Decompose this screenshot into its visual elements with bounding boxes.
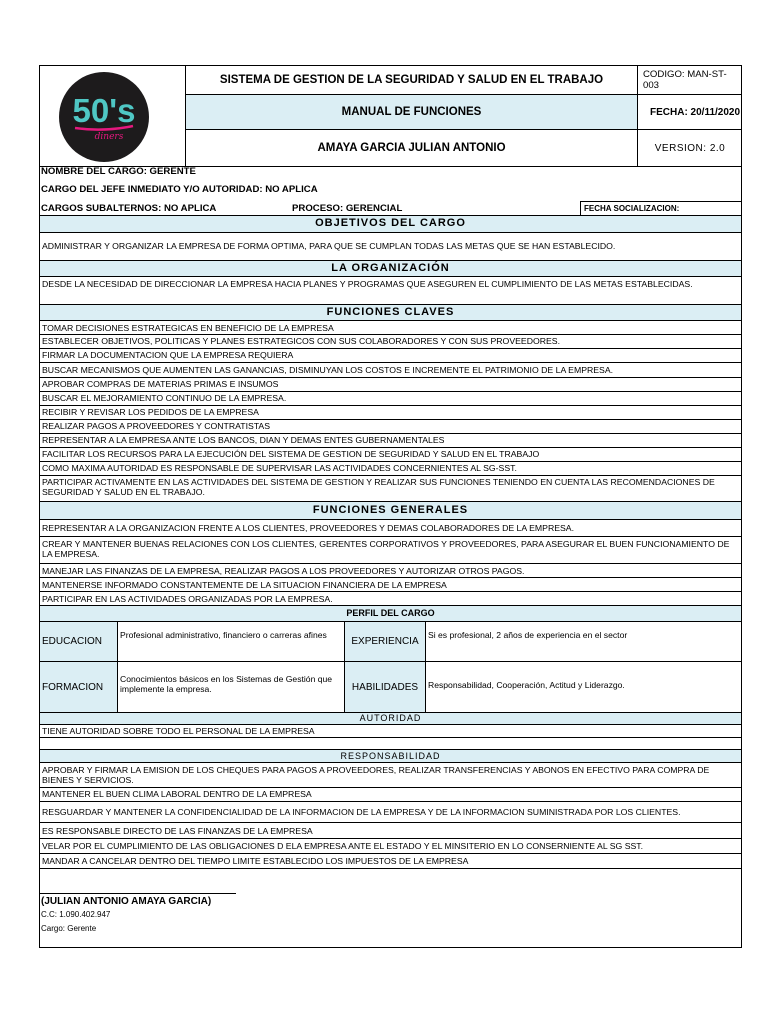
funcion-general-item: MANTENERSE INFORMADO CONSTANTEMENTE DE LA SITUACION FINANCIERA DE LA EMPRESA xyxy=(42,580,447,590)
autoridad-title: AUTORIDAD xyxy=(40,713,741,724)
signature-cc: C.C: 1.090.402.947 xyxy=(41,910,111,919)
logo-sub-text: diners xyxy=(94,132,124,142)
funciones-generales-title: FUNCIONES GENERALES xyxy=(40,502,741,519)
funcion-clave-item: APROBAR COMPRAS DE MATERIAS PRIMAS E INSUMOS xyxy=(42,379,279,389)
autoridad-text: TIENE AUTORIDAD SOBRE TODO EL PERSONAL DE LA EMPRESA xyxy=(42,726,315,736)
cargo-name: NOMBRE DEL CARGO: GERENTE xyxy=(41,166,196,177)
funcion-clave-item: COMO MAXIMA AUTORIDAD ES RESPONSABLE DE SUPERVISAR LAS ACTIVIDADES CONCERNIENTES AL SG-SST. xyxy=(42,463,517,473)
company-logo xyxy=(59,72,149,162)
responsabilidad-item: MANDAR A CANCELAR DENTRO DEL TIEMPO LIMITE ESTABLECIDO LOS IMPUESTOS DE LA EMPRESA xyxy=(42,856,469,866)
document-date: FECHA: 20/11/2020 xyxy=(650,106,741,118)
funcion-clave-item: RECIBIR Y REVISAR LOS PEDIDOS DE LA EMPRESA xyxy=(42,407,259,417)
document-version: VERSION: 2.0 xyxy=(654,142,726,154)
organizacion-text: DESDE LA NECESIDAD DE DIRECCIONAR LA EMPRESA HACIA PLANES Y PROGRAMAS QUE ASEGUREN EL CUMPLIMIENTO DE LAS METAS ESTABLECIDAS. xyxy=(42,279,693,289)
funcion-clave-item: PARTICIPAR ACTIVAMENTE EN LAS ACTIVIDADES DEL SISTEMA DE GESTION Y REALIZAR SUS FUNCIONES TENIENDO EN CUENTA LAS RECOMENDACIONES DE SEGURIDAD Y SALUD EN EL TRABAJO. xyxy=(42,477,715,497)
educacion-label: EDUCACION xyxy=(40,622,117,661)
logo-main-text: 50's xyxy=(72,92,136,129)
habilidades-label: HABILIDADES xyxy=(345,662,425,712)
jefe-inmediato: CARGO DEL JEFE INMEDIATO Y/O AUTORIDAD: NO APLICA xyxy=(41,184,318,195)
organizacion-title: LA ORGANIZACIÓN xyxy=(40,261,741,276)
signature-line xyxy=(40,893,236,894)
perfil-title: PERFIL DEL CARGO xyxy=(40,606,741,621)
responsabilidad-item: VELAR POR EL CUMPLIMIENTO DE LAS OBLIGACIONES D ELA EMPRESA ANTE EL ESTADO Y EL MINSITERIO EN LO CONSERNIENTE AL SG SST. xyxy=(42,841,644,851)
responsabilidad-item: APROBAR Y FIRMAR LA EMISION DE LOS CHEQUES PARA PAGOS A PROVEEDORES, REALIZAR TRANSFERENCIAS Y ABONOS EN EFECTIVO PARA COMPRA DE BIENES Y SERVICIOS. xyxy=(42,765,710,785)
experiencia-value: Si es profesional, 2 años de experiencia en el sector xyxy=(428,630,628,640)
funcion-clave-item: FIRMAR LA DOCUMENTACION QUE LA EMPRESA REQUIERA xyxy=(42,350,294,360)
funciones-claves-title: FUNCIONES CLAVES xyxy=(40,305,741,320)
signature-name: (JULIAN ANTONIO AMAYA GARCIA) xyxy=(41,896,212,907)
responsabilidad-item: ES RESPONSABLE DIRECTO DE LAS FINANZAS DE LA EMPRESA xyxy=(42,826,313,836)
cargos-subalternos: CARGOS SUBALTERNOS: NO APLICA xyxy=(41,203,217,214)
funcion-general-item: PARTICIPAR EN LAS ACTIVIDADES ORGANIZADAS POR LA EMPRESA. xyxy=(42,594,333,604)
document-code: CODIGO: MAN-ST-003 xyxy=(643,69,727,91)
funcion-general-item: CREAR Y MANTENER BUENAS RELACIONES CON LOS CLIENTES, GERENTES CORPORATIVOS Y PROVEEDORES, PARA ASEGURAR EL BUEN FUNCIONAMIENTO DE LA EMPRESA. xyxy=(42,539,730,559)
proceso: PROCESO: GERENCIAL xyxy=(292,203,403,214)
signature-role: Cargo: Gerente xyxy=(41,924,97,933)
formacion-value: Conocimientos básicos en los Sistemas de Gestión que implemente la empresa. xyxy=(120,674,333,694)
manual-title: MANUAL DE FUNCIONES xyxy=(186,95,637,129)
responsabilidad-item: RESGUARDAR Y MANTENER LA CONFIDENCIALIDAD DE LA INFORMACION DE LA EMPRESA Y DE LA INFORMACION SUMINISTRADA POR LOS CLIENTES. xyxy=(42,807,681,817)
funcion-clave-item: BUSCAR EL MEJORAMIENTO CONTINUO DE LA EMPRESA. xyxy=(42,393,287,403)
responsabilidad-item: MANTENER EL BUEN CLIMA LABORAL DENTRO DE LA EMPRESA xyxy=(42,789,312,799)
system-title: SISTEMA DE GESTION DE LA SEGURIDAD Y SALUD EN EL TRABAJO xyxy=(219,74,604,86)
responsible-name: AMAYA GARCIA JULIAN ANTONIO xyxy=(317,142,506,154)
experiencia-label: EXPERIENCIA xyxy=(345,622,425,661)
funcion-clave-item: ESTABLECER OBJETIVOS, POLITICAS Y PLANES ESTRATEGICOS CON SUS COLABORADORES Y CON SUS PROVEEDORES. xyxy=(42,336,561,346)
objetivos-text: ADMINISTRAR Y ORGANIZAR LA EMPRESA DE FORMA OPTIMA, PARA QUE SE CUMPLAN TODAS LAS METAS QUE SE HAN ESTABLECIDO. xyxy=(42,241,616,251)
fecha-socializacion: FECHA SOCIALIZACION: xyxy=(584,204,680,213)
logo-graphic xyxy=(59,72,149,162)
funcion-clave-item: BUSCAR MECANISMOS QUE AUMENTEN LAS GANANCIAS, DISMINUYAN LOS COSTOS E INCREMENTE EL PATRIMONIO DE LA EMPRESA. xyxy=(42,365,614,375)
funcion-clave-item: REPRESENTAR A LA EMPRESA ANTE LOS BANCOS, DIAN Y DEMAS ENTES GUBERNAMENTALES xyxy=(42,435,445,445)
formacion-label: FORMACION xyxy=(40,662,117,712)
funcion-clave-item: FACILITAR LOS RECURSOS PARA LA EJECUCIÓN DEL SISTEMA DE GESTION DE SEGURIDAD Y SALUD EN EL TRABAJO xyxy=(42,449,540,459)
funcion-clave-item: TOMAR DECISIONES ESTRATEGICAS EN BENEFICIO DE LA EMPRESA xyxy=(42,323,334,333)
funcion-clave-item: REALIZAR PAGOS A PROVEEDORES Y CONTRATISTAS xyxy=(42,421,271,431)
habilidades-value: Responsabilidad, Cooperación, Actitud y Liderazgo. xyxy=(428,680,625,690)
responsabilidad-title: RESPONSABILIDAD xyxy=(40,750,741,762)
manual-document xyxy=(39,65,742,948)
objetivos-title: OBJETIVOS DEL CARGO xyxy=(40,216,741,232)
educacion-value: Profesional administrativo, financiero o carreras afines xyxy=(120,630,327,640)
funcion-general-item: MANEJAR LAS FINANZAS DE LA EMPRESA, REALIZAR PAGOS A LOS PROVEEDORES Y AUTORIZAR OTROS PAGOS. xyxy=(42,566,525,576)
funcion-general-item: REPRESENTAR A LA ORGANIZACION FRENTE A LOS CLIENTES, PROVEEDORES Y DEMAS COLABORADORES DE LA EMPRESA. xyxy=(42,523,575,533)
